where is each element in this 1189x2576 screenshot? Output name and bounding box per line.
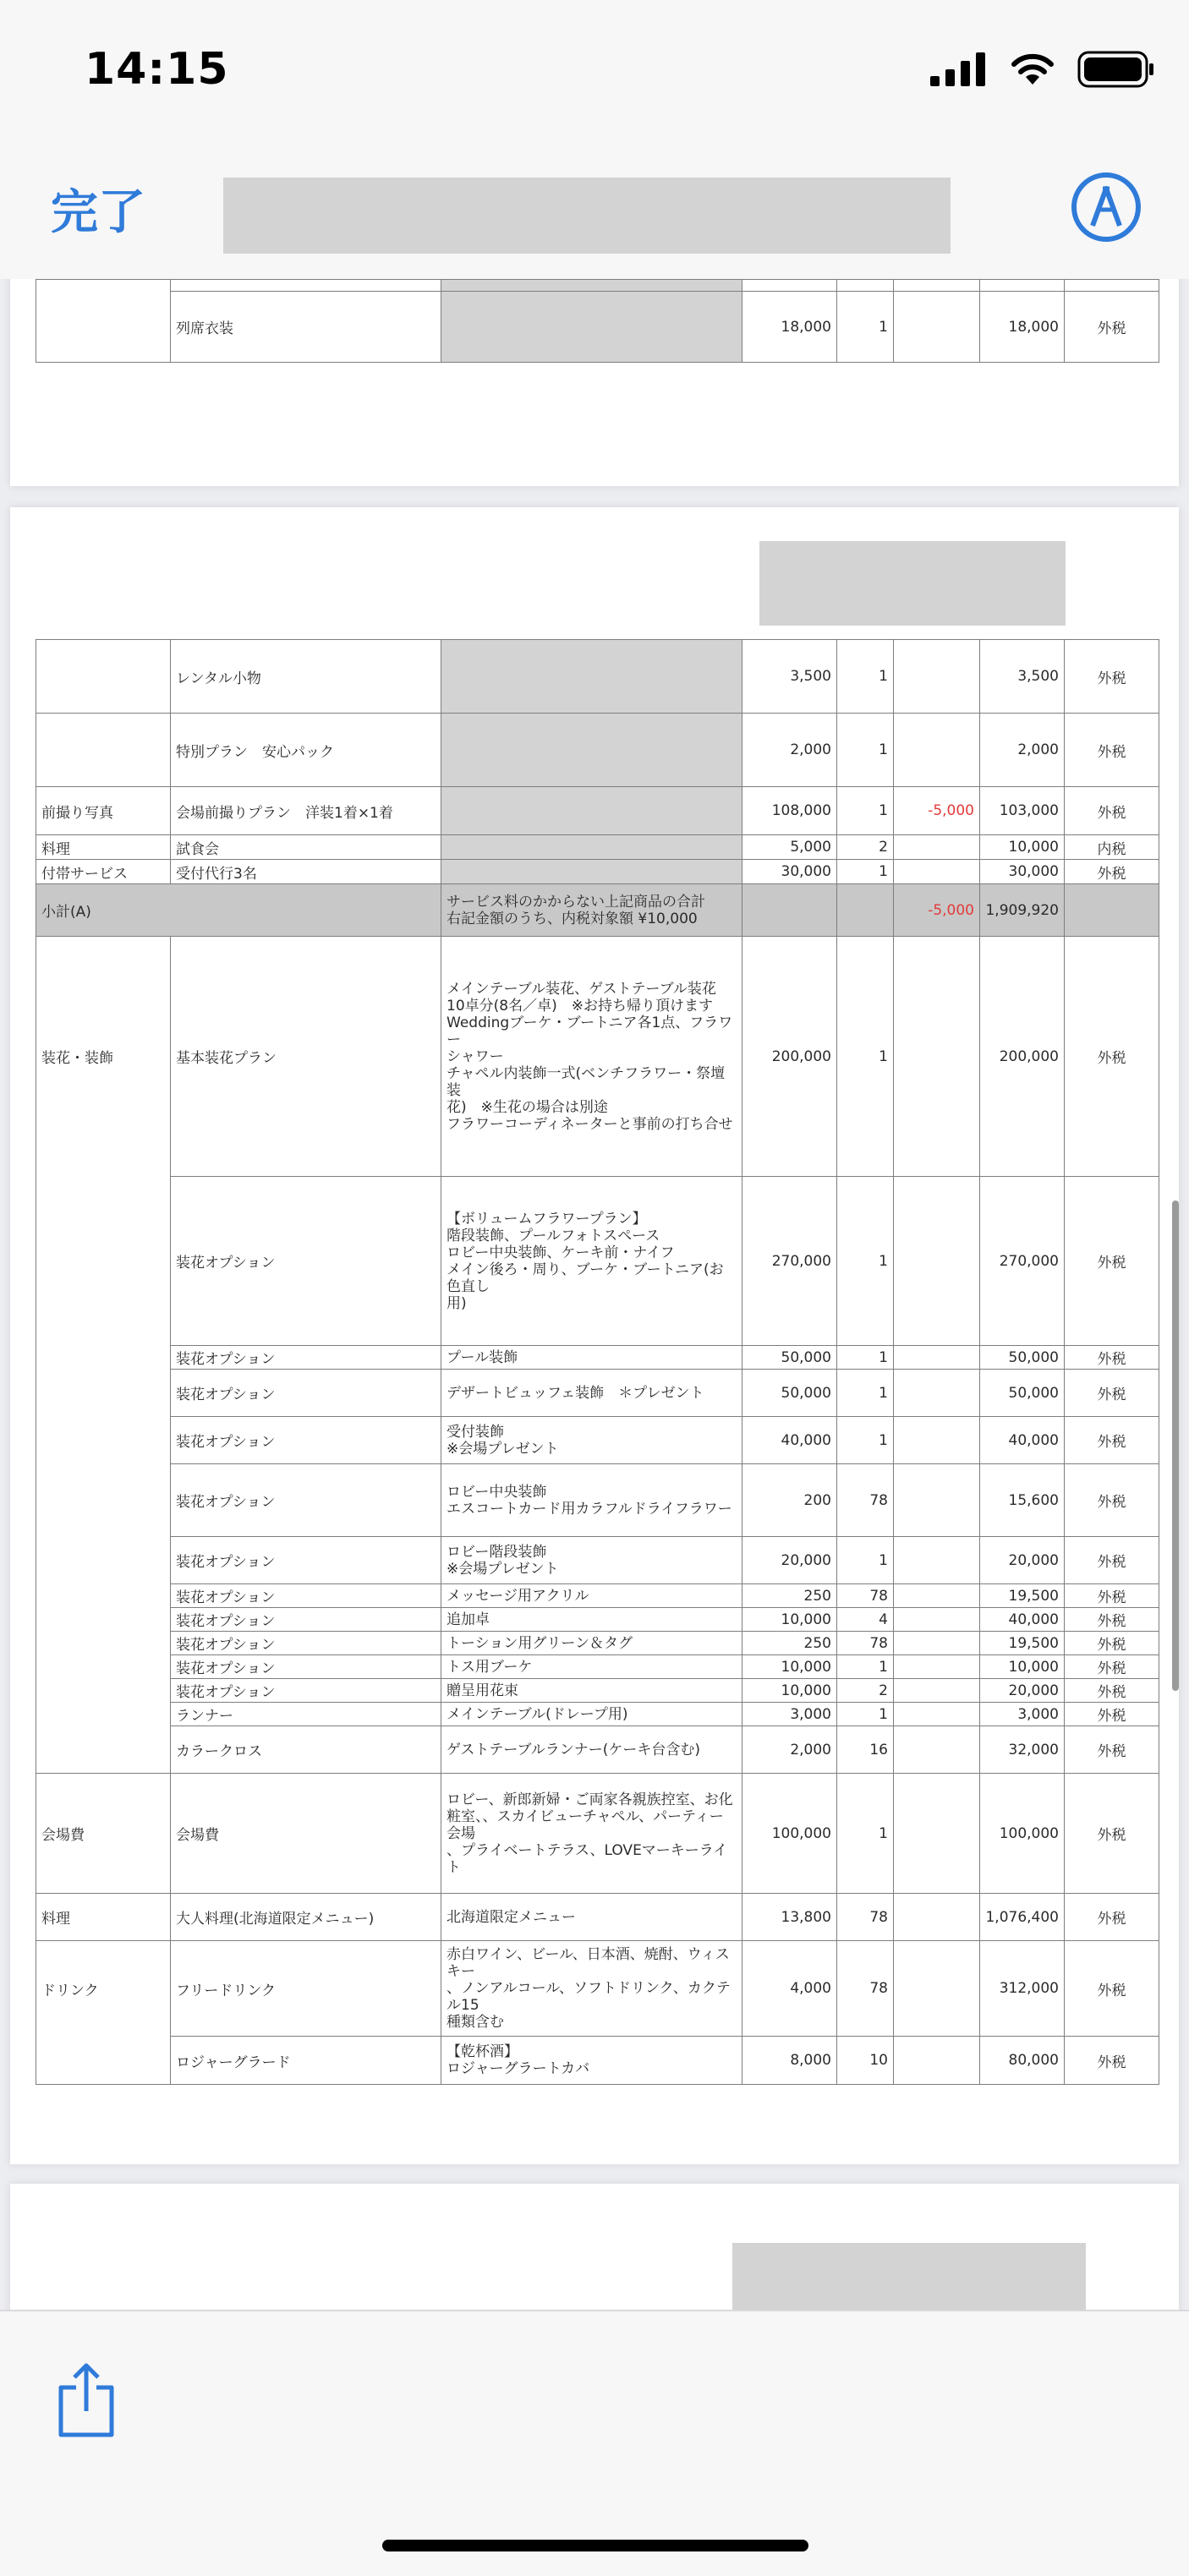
table-cell-category (36, 1726, 171, 1774)
description-line: ロビー階段装飾 (447, 1543, 547, 1561)
redacted-title (223, 178, 951, 254)
table-cell-amount: 15,600 (980, 1464, 1065, 1537)
description-line: 種類含む (447, 2014, 504, 2031)
pdf-page-2 (10, 507, 1179, 2164)
table-cell-category: 会場費 (36, 1774, 171, 1894)
description-line: メッセージ用アクリル (447, 1587, 589, 1605)
table-cell-category (36, 1584, 171, 1608)
table-cell-discount (894, 2037, 980, 2085)
table-cell-qty: 16 (837, 1726, 894, 1774)
table-cell-amount: 10,000 (980, 1655, 1065, 1679)
description-line: フラワーコーディネーターと事前の打ち合せ (447, 1115, 733, 1133)
table-cell-amount: 10,000 (980, 835, 1065, 860)
table-cell-unit-price: 5,000 (742, 835, 837, 860)
table-cell-qty: 1 (837, 1417, 894, 1464)
table-cell-discount (894, 1417, 980, 1464)
table-cell-qty: 2 (837, 835, 894, 860)
description-line: メインテーブル(ドレープ用) (447, 1705, 628, 1723)
table-row (36, 1941, 1159, 2037)
table-cell-category (36, 1703, 171, 1726)
redacted-header (759, 541, 1066, 626)
table-cell-category: 前撮り写真 (36, 787, 171, 835)
description-line: 受付装飾 (447, 1423, 504, 1441)
table-cell-item: 装花オプション (171, 1655, 441, 1679)
table-cell-unit-price: 20,000 (742, 1537, 837, 1584)
table-cell-qty: 78 (837, 1941, 894, 2037)
table-cell-discount (894, 1608, 980, 1632)
subtotal-amount: 1,909,920 (980, 884, 1065, 937)
table-cell-category: 装花・装飾 (36, 937, 171, 1177)
battery-icon (1077, 51, 1155, 88)
table-row (36, 1177, 1159, 1346)
table-cell-qty: 1 (837, 937, 894, 1177)
nav-bar (0, 148, 1189, 281)
table-cell-item: カラークロス (171, 1726, 441, 1774)
table-cell-item: 特別プラン 安心パック (171, 714, 441, 787)
table-cell-item: 会場前撮りプラン 洋装1着×1着 (171, 787, 441, 835)
table-row (36, 2037, 1159, 2085)
table-cell-tax (1065, 884, 1159, 937)
table-row (36, 787, 1159, 835)
table-cell-description (441, 1608, 742, 1632)
table-row (36, 1679, 1159, 1703)
table-cell-amount: 200,000 (980, 937, 1065, 1177)
table-cell-unit-price: 50,000 (742, 1370, 837, 1417)
table-cell-amount: 80,000 (980, 2037, 1065, 2085)
table-cell-category (36, 1632, 171, 1655)
table-cell-tax: 外税 (1065, 1177, 1159, 1346)
description-line: 、ノンアルコール、ソフトドリンク、カクテル15 (447, 1980, 731, 2014)
scrollbar[interactable] (1172, 1200, 1179, 1691)
table-cell-description (441, 1464, 742, 1537)
table-cell-amount: 2,000 (980, 714, 1065, 787)
table-row (36, 1584, 1159, 1608)
description-line: 用) (447, 1294, 467, 1312)
bottom-toolbar (0, 2310, 1189, 2576)
table-row (36, 292, 1159, 363)
table-cell-qty: 1 (837, 787, 894, 835)
table-row (36, 1537, 1159, 1584)
table-cell-item: 装花オプション (171, 1464, 441, 1537)
table-cell-tax: 外税 (1065, 1537, 1159, 1584)
table-row (36, 1370, 1159, 1417)
table-cell-amount: 100,000 (980, 1774, 1065, 1894)
table-cell-tax: 外税 (1065, 1703, 1159, 1726)
table-cell-description (441, 1703, 742, 1726)
table-cell-item: ランナー (171, 1703, 441, 1726)
table-cell-category (36, 640, 171, 714)
table-cell-amount: 312,000 (980, 1941, 1065, 2037)
description-line: ゲストテーブルランナー(ケーキ台含む) (447, 1741, 701, 1758)
table-cell-tax: 外税 (1065, 1655, 1159, 1679)
description-line: 階段装飾、プールフォトスペース (447, 1227, 660, 1244)
table-cell-unit-price: 100,000 (742, 1774, 837, 1894)
table-row (36, 1726, 1159, 1774)
table-cell-unit-price: 250 (742, 1584, 837, 1608)
quote-table-page-1 (36, 279, 1159, 363)
table-cell-unit-price (742, 884, 837, 937)
table-cell-qty: 1 (837, 1703, 894, 1726)
table-cell-tax: 外税 (1065, 1417, 1159, 1464)
table-cell-item: 装花オプション (171, 1679, 441, 1703)
table-cell-category (36, 1177, 171, 1346)
table-cell-discount (894, 937, 980, 1177)
table-cell-discount (894, 1537, 980, 1584)
description-line: 赤白ワイン、ビール、日本酒、焼酎、ウィスキー (447, 1946, 730, 1980)
table-cell-discount (894, 1177, 980, 1346)
table-cell-unit-price: 50,000 (742, 1346, 837, 1370)
table-cell-amount: 18,000 (980, 292, 1065, 363)
table-cell-item: レンタル小物 (171, 640, 441, 714)
table-cell-tax: 外税 (1065, 1608, 1159, 1632)
table-row (36, 835, 1159, 860)
table-cell-qty: 1 (837, 1655, 894, 1679)
table-cell-amount: 1,076,400 (980, 1894, 1065, 1941)
description-line: チャペル内装飾一式(ベンチフラワー・祭壇装 (447, 1064, 726, 1099)
description-line: ロビー、新郎新婦・ご両家各親族控室、お化 (447, 1791, 733, 1808)
table-cell-category: 料理 (36, 835, 171, 860)
table-row (36, 1608, 1159, 1632)
table-cell-tax: 外税 (1065, 1370, 1159, 1417)
table-cell-description (441, 1894, 742, 1941)
description-line: ※会場プレゼント (447, 1440, 559, 1458)
description-line: デザートビュッフェ装飾 ＊プレゼント (447, 1384, 704, 1402)
table-cell-qty: 1 (837, 1537, 894, 1584)
table-cell-category (36, 1346, 171, 1370)
table-cell-discount (894, 1632, 980, 1655)
redacted-cell (441, 835, 742, 860)
table-cell-qty: 1 (837, 1346, 894, 1370)
description-line: 【乾杯酒】 (447, 2043, 518, 2060)
table-cell-item: 装花オプション (171, 1177, 441, 1346)
table-cell-amount: 103,000 (980, 787, 1065, 835)
table-cell-unit-price: 10,000 (742, 1679, 837, 1703)
table-cell-item: 装花オプション (171, 1632, 441, 1655)
table-cell-discount (894, 640, 980, 714)
description-line: メイン後ろ・周り、ブーケ・ブートニア(お色直し (447, 1261, 724, 1295)
table-cell-amount: 19,500 (980, 1632, 1065, 1655)
description-line: 北海道限定メニュー (447, 1908, 576, 1926)
table-cell-item: 装花オプション (171, 1584, 441, 1608)
table-cell-discount (894, 1726, 980, 1774)
table-cell-amount: 20,000 (980, 1679, 1065, 1703)
table-cell-tax: 外税 (1065, 1679, 1159, 1703)
table-cell-category (36, 1417, 171, 1464)
table-cell-description (441, 1584, 742, 1608)
table-cell-item: 装花オプション (171, 1608, 441, 1632)
table-cell-amount: 40,000 (980, 1417, 1065, 1464)
table-cell-unit-price: 3,500 (742, 640, 837, 714)
table-row (36, 1417, 1159, 1464)
redacted-header (732, 2243, 1086, 2310)
table-cell-tax: 外税 (1065, 292, 1159, 363)
table-cell-qty: 1 (837, 1370, 894, 1417)
table-cell-amount: 50,000 (980, 1346, 1065, 1370)
table-cell-description (441, 1346, 742, 1370)
table-cell-qty: 1 (837, 640, 894, 714)
table-cell-unit-price: 13,800 (742, 1894, 837, 1941)
table-cell-discount (894, 1774, 980, 1894)
table-cell-tax: 外税 (1065, 640, 1159, 714)
table-cell-tax: 外税 (1065, 1894, 1159, 1941)
table-cell-amount: 30,000 (980, 860, 1065, 884)
table-cell-discount: -5,000 (894, 787, 980, 835)
table-cell-item: 装花オプション (171, 1417, 441, 1464)
table-cell-item: 装花オプション (171, 1537, 441, 1584)
table-cell-unit-price: 200,000 (742, 937, 837, 1177)
table-cell-discount (894, 1703, 980, 1726)
table-cell-category (36, 2037, 171, 2085)
table-cell-amount: 40,000 (980, 1608, 1065, 1632)
table-cell-description (441, 1177, 742, 1346)
table-cell-item: 列席衣装 (171, 292, 441, 363)
table-row (36, 714, 1159, 787)
table-cell-unit-price: 2,000 (742, 714, 837, 787)
table-cell-tax: 内税 (1065, 835, 1159, 860)
table-cell-amount: 270,000 (980, 1177, 1065, 1346)
table-row (36, 1894, 1159, 1941)
description-line: 10卓分(8名／卓) ※お持ち帰り頂けます (447, 997, 713, 1015)
table-cell-qty: 1 (837, 1774, 894, 1894)
status-bar (0, 0, 1189, 148)
subtotal-discount: -5,000 (894, 884, 980, 937)
table-cell-description (441, 1632, 742, 1655)
table-cell-item: ロジャーグラード (171, 2037, 441, 2085)
table-row (36, 1346, 1159, 1370)
table-cell-amount: 19,500 (980, 1584, 1065, 1608)
table-cell-description (441, 1370, 742, 1417)
table-cell-discount (894, 860, 980, 884)
table-cell-qty: 4 (837, 1608, 894, 1632)
description-line: ロジャーグラートカバ (447, 2060, 590, 2077)
redacted-cell (441, 860, 742, 884)
subtotal-note (441, 884, 742, 937)
table-cell-category: 料理 (36, 1894, 171, 1941)
subtotal-note-line: 右記金額のうち、内税対象額 ¥10,000 (447, 910, 698, 927)
table-cell-item: 会場費 (171, 1774, 441, 1894)
table-row (36, 1655, 1159, 1679)
description-line: シャワー (447, 1047, 504, 1065)
table-cell-category (36, 1655, 171, 1679)
status-icons (930, 51, 1155, 88)
table-cell-description (441, 1417, 742, 1464)
table-cell-category (36, 714, 171, 787)
table-cell-discount (894, 1370, 980, 1417)
description-line: 【ボリュームフラワープラン】 (447, 1210, 647, 1228)
table-cell-category (36, 1537, 171, 1584)
description-line: ロビー中央装飾 (447, 1483, 547, 1501)
table-cell-qty: 1 (837, 292, 894, 363)
description-line: Weddingブーケ・ブートニア各1点、フラワー (447, 1014, 733, 1048)
table-cell-tax: 外税 (1065, 714, 1159, 787)
description-line: トス用ブーケ (447, 1658, 533, 1676)
deco-rows (36, 937, 1159, 2085)
subtotal-row (36, 884, 1159, 937)
description-line: 贈呈用花束 (447, 1682, 518, 1699)
redacted-cell (441, 292, 742, 363)
table-cell-unit-price: 10,000 (742, 1608, 837, 1632)
table-cell-item: 装花オプション (171, 1346, 441, 1370)
table-cell-discount (894, 1655, 980, 1679)
table-cell-qty (837, 884, 894, 937)
description-line: ロビー中央装飾、ケーキ前・ナイフ (447, 1244, 675, 1261)
table-row (36, 937, 1159, 1177)
table-cell-item: フリードリンク (171, 1941, 441, 2037)
table-cell-unit-price: 18,000 (742, 292, 837, 363)
table-cell-qty: 1 (837, 714, 894, 787)
table-cell-tax: 外税 (1065, 787, 1159, 835)
table-cell-tax: 外税 (1065, 1941, 1159, 2037)
pdf-page-1 (10, 279, 1179, 486)
table-cell-tax: 外税 (1065, 1346, 1159, 1370)
table-cell-unit-price: 250 (742, 1632, 837, 1655)
table-cell-item: 大人料理(北海道限定メニュー) (171, 1894, 441, 1941)
table-cell-unit-price: 270,000 (742, 1177, 837, 1346)
table-cell-unit-price: 200 (742, 1464, 837, 1537)
description-line: メインテーブル装花、ゲストテーブル装花 (447, 980, 716, 998)
redacted-cell (441, 640, 742, 714)
description-line: プール装飾 (447, 1348, 518, 1366)
table-cell-description (441, 1726, 742, 1774)
table-cell-unit-price: 30,000 (742, 860, 837, 884)
table-cell-category (36, 1679, 171, 1703)
table-cell-category: 付帯サービス (36, 860, 171, 884)
table-cell-discount (894, 1894, 980, 1941)
table-cell-tax: 外税 (1065, 937, 1159, 1177)
table-cell-amount: 3,500 (980, 640, 1065, 714)
quote-table-page-2 (36, 639, 1159, 2085)
description-line: トーション用グリーン＆タグ (447, 1634, 633, 1652)
done-button[interactable]: 完了 (51, 185, 145, 240)
table-cell-unit-price: 2,000 (742, 1726, 837, 1774)
table-cell-unit-price: 108,000 (742, 787, 837, 835)
table-cell-qty: 1 (837, 860, 894, 884)
table-cell-description (441, 1679, 742, 1703)
redacted-cell (441, 787, 742, 835)
table-cell-qty: 78 (837, 1632, 894, 1655)
table-cell-qty: 1 (837, 1177, 894, 1346)
table-cell-item: 基本装花プラン (171, 937, 441, 1177)
document-viewer[interactable] (0, 279, 1189, 2310)
table-cell-qty: 2 (837, 1679, 894, 1703)
table-cell-description (441, 1774, 742, 1894)
table-cell-unit-price: 4,000 (742, 1941, 837, 2037)
table-cell-description (441, 1941, 742, 2037)
table-cell-tax: 外税 (1065, 1774, 1159, 1894)
share-icon[interactable] (56, 2362, 117, 2438)
table-cell-tax: 外税 (1065, 1584, 1159, 1608)
home-indicator[interactable] (382, 2540, 808, 2551)
table-cell-tax: 外税 (1065, 860, 1159, 884)
table-cell-amount: 3,000 (980, 1703, 1065, 1726)
table-cell-amount: 20,000 (980, 1537, 1065, 1584)
table-cell-category (36, 1608, 171, 1632)
subtotal-label: 小計(A) (36, 884, 441, 937)
table-cell-discount (894, 1464, 980, 1537)
table-row (36, 640, 1159, 714)
table-cell-item: 受付代行3名 (171, 860, 441, 884)
table-cell-tax: 外税 (1065, 1464, 1159, 1537)
redacted-cell (441, 714, 742, 787)
cellular-signal-icon (930, 52, 988, 86)
table-row (36, 280, 1159, 292)
markup-pen-icon[interactable] (1071, 172, 1142, 243)
table-cell-qty: 78 (837, 1584, 894, 1608)
description-line: 粧室、、スカイビューチャペル、パーティー会場 (447, 1808, 724, 1842)
description-line: 花) ※生花の場合は別途 (447, 1098, 608, 1116)
table-cell-qty: 78 (837, 1894, 894, 1941)
table-row (36, 1703, 1159, 1726)
table-cell-qty: 78 (837, 1464, 894, 1537)
table-cell-description (441, 937, 742, 1177)
table-row (36, 1632, 1159, 1655)
table-cell-discount (894, 835, 980, 860)
description-line: 、プライベートテラス、LOVEマーキーライト (447, 1841, 728, 1876)
pdf-page-3 (10, 2184, 1179, 2310)
table-cell-qty: 10 (837, 2037, 894, 2085)
table-cell-unit-price: 8,000 (742, 2037, 837, 2085)
table-cell-tax: 外税 (1065, 2037, 1159, 2085)
table-cell-discount (894, 1679, 980, 1703)
description-line: ※会場プレゼント (447, 1560, 559, 1578)
table-cell-description (441, 2037, 742, 2085)
table-cell-unit-price: 3,000 (742, 1703, 837, 1726)
table-cell-tax: 外税 (1065, 1632, 1159, 1655)
status-time: 14:15 (85, 44, 229, 95)
table-cell-unit-price: 10,000 (742, 1655, 837, 1679)
table-row (36, 860, 1159, 884)
table-cell-category (36, 1464, 171, 1537)
table-cell-discount (894, 292, 980, 363)
table-cell-category (36, 292, 171, 363)
table-cell-category (36, 1370, 171, 1417)
table-cell-amount: 50,000 (980, 1370, 1065, 1417)
table-cell-description (441, 1655, 742, 1679)
table-cell-description (441, 1537, 742, 1584)
table-row (36, 1774, 1159, 1894)
subtotal-note-line: サービス料のかからない上記商品の合計 (447, 893, 705, 911)
table-cell-tax: 外税 (1065, 1726, 1159, 1774)
table-cell-item: 装花オプション (171, 1370, 441, 1417)
description-line: エスコートカード用カラフルドライフラワー (447, 1500, 732, 1518)
description-line: 追加卓 (447, 1611, 490, 1628)
table-cell-category: ドリンク (36, 1941, 171, 2037)
table-cell-discount (894, 1584, 980, 1608)
wifi-icon (1010, 52, 1055, 86)
table-cell-discount (894, 714, 980, 787)
table-cell-discount (894, 1346, 980, 1370)
table-cell-item: 試食会 (171, 835, 441, 860)
table-cell-unit-price: 40,000 (742, 1417, 837, 1464)
table-cell-discount (894, 1941, 980, 2037)
table-row (36, 1464, 1159, 1537)
table-cell-amount: 32,000 (980, 1726, 1065, 1774)
